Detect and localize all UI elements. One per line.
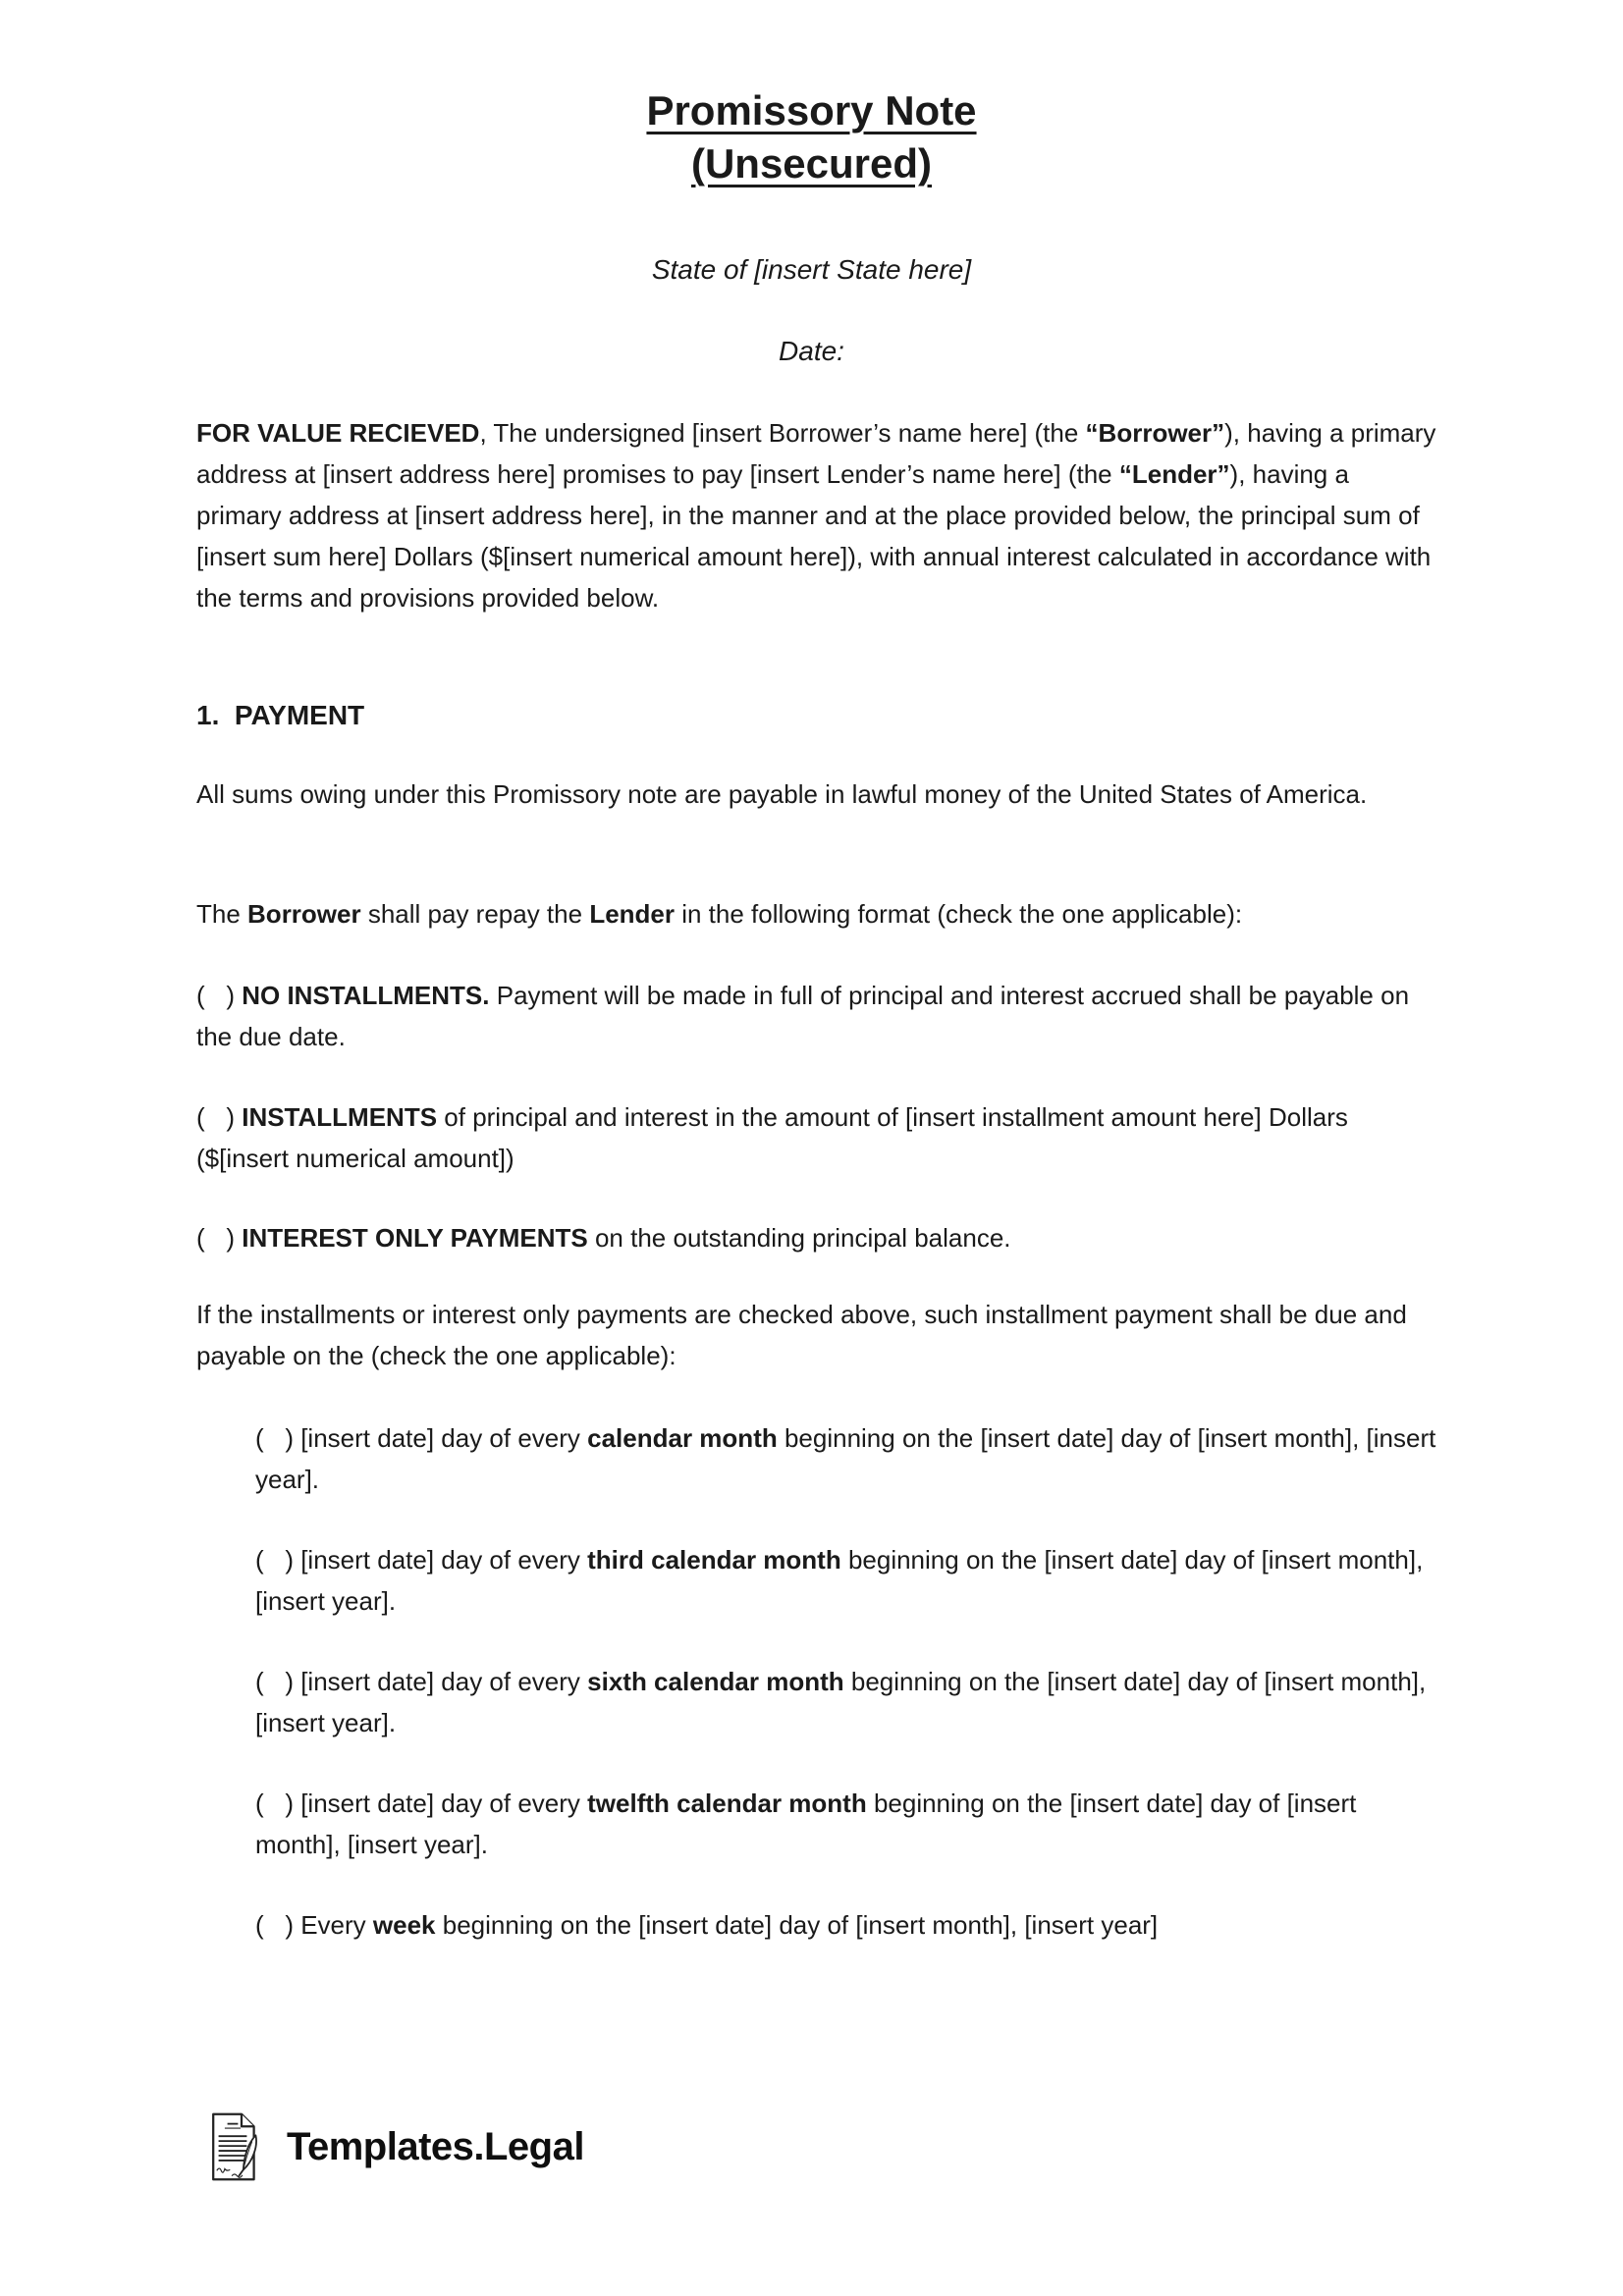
title-subtext: (Unsecured) <box>690 140 933 187</box>
checkbox-marker: ( ) [insert date] day of every <box>255 1667 588 1696</box>
text-run: ), having a primary address at [insert address here] promises to pay [insert Lender’s name here] (the <box>196 418 1443 489</box>
text-run: INTEREST ONLY PAYMENTS <box>242 1223 588 1253</box>
text-run: calendar month <box>587 1423 778 1453</box>
checkbox-marker: ( ) <box>196 1102 243 1132</box>
document-title-line-1 <box>0 84 1623 137</box>
paragraph-repayment-format <box>196 893 1438 934</box>
text-run: If the installments or interest only payments are checked above, such installment payment shall be due and payable on the (check the one applicable): <box>196 1300 1415 1370</box>
text-run: beginning on the [insert date] day of [insert month], [insert year]. <box>255 1667 1434 1737</box>
brand-name: Templates.Legal <box>287 2125 584 2168</box>
text-run: beginning on the [insert date] day of [insert month], [insert year]. <box>255 1545 1431 1616</box>
option-every-third-calendar-month <box>255 1539 1438 1622</box>
option-every-calendar-month <box>255 1417 1443 1500</box>
text-run: “Lender” <box>1118 459 1230 489</box>
text-run: INSTALLMENTS <box>242 1102 438 1132</box>
state-line <box>0 249 1623 291</box>
text-run: on the outstanding principal balance. <box>587 1223 1011 1253</box>
state-text: State of [insert State here] <box>651 254 972 285</box>
section-heading-payment <box>196 695 1438 736</box>
text-run: ), having a primary address at [insert address here], in the manner and at the place provided below, the principal sum of [insert sum here] Dollars ($[insert numerical amount here]), with annual interest calculated in accordance with the terms and provisions provided below. <box>196 459 1438 613</box>
checkbox-marker: ( ) Every <box>255 1910 373 1940</box>
text-run: week <box>372 1910 436 1940</box>
option-every-twelfth-calendar-month <box>255 1783 1438 1865</box>
checkbox-marker: ( ) <box>196 981 243 1010</box>
text-run: All sums owing under this Promissory note are payable in lawful money of the United States of America. <box>196 779 1368 809</box>
date-line <box>0 331 1623 372</box>
text-run: Borrower <box>247 899 361 929</box>
date-text: Date: <box>779 336 844 366</box>
option-every-sixth-calendar-month <box>255 1661 1438 1743</box>
text-run: “Borrower” <box>1085 418 1225 448</box>
document-title-line-2 <box>0 137 1623 190</box>
text-run: , The undersigned [insert Borrower’s name here] (the <box>479 418 1086 448</box>
text-run: third calendar month <box>587 1545 841 1575</box>
option-interest-only-payments <box>196 1217 1438 1258</box>
option-no-installments <box>196 975 1438 1057</box>
text-run: FOR VALUE RECIEVED <box>196 418 480 448</box>
text-run: Lender <box>589 899 675 929</box>
checkbox-marker: ( ) [insert date] day of every <box>255 1789 588 1818</box>
paragraph-lawful-money <box>196 774 1438 815</box>
title-text: Promissory Note <box>646 87 977 133</box>
text-run: beginning on the [insert date] day of [insert month], [insert year]. <box>255 1423 1443 1494</box>
text-run: sixth calendar month <box>587 1667 844 1696</box>
text-run: in the following format (check the one applicable): <box>675 899 1243 929</box>
footer-logo <box>206 2110 584 2183</box>
text-run: NO INSTALLMENTS. <box>242 981 490 1010</box>
document-quill-logo-icon <box>206 2110 259 2183</box>
text-run: beginning on the [insert date] day of [insert month], [insert year]. <box>255 1789 1364 1859</box>
text-run: Payment will be made in full of principal and interest accrued shall be payable on the due date. <box>196 981 1417 1051</box>
text-run: twelfth calendar month <box>587 1789 867 1818</box>
option-installments <box>196 1096 1438 1179</box>
checkbox-marker: ( ) [insert date] day of every <box>255 1423 588 1453</box>
section-heading-text: 1. PAYMENT <box>196 700 365 730</box>
option-every-week <box>255 1904 1438 1946</box>
text-run: of principal and interest in the amount of [insert installment amount here] Dollars ($[insert numerical amount]) <box>196 1102 1356 1173</box>
paragraph-installment-due <box>196 1294 1438 1376</box>
text-run: The <box>196 899 248 929</box>
text-run: beginning on the [insert date] day of [insert month], [insert year] <box>435 1910 1159 1940</box>
checkbox-marker: ( ) <box>196 1223 243 1253</box>
checkbox-marker: ( ) [insert date] day of every <box>255 1545 588 1575</box>
opening-paragraph <box>196 412 1443 618</box>
text-run: shall pay repay the <box>360 899 590 929</box>
